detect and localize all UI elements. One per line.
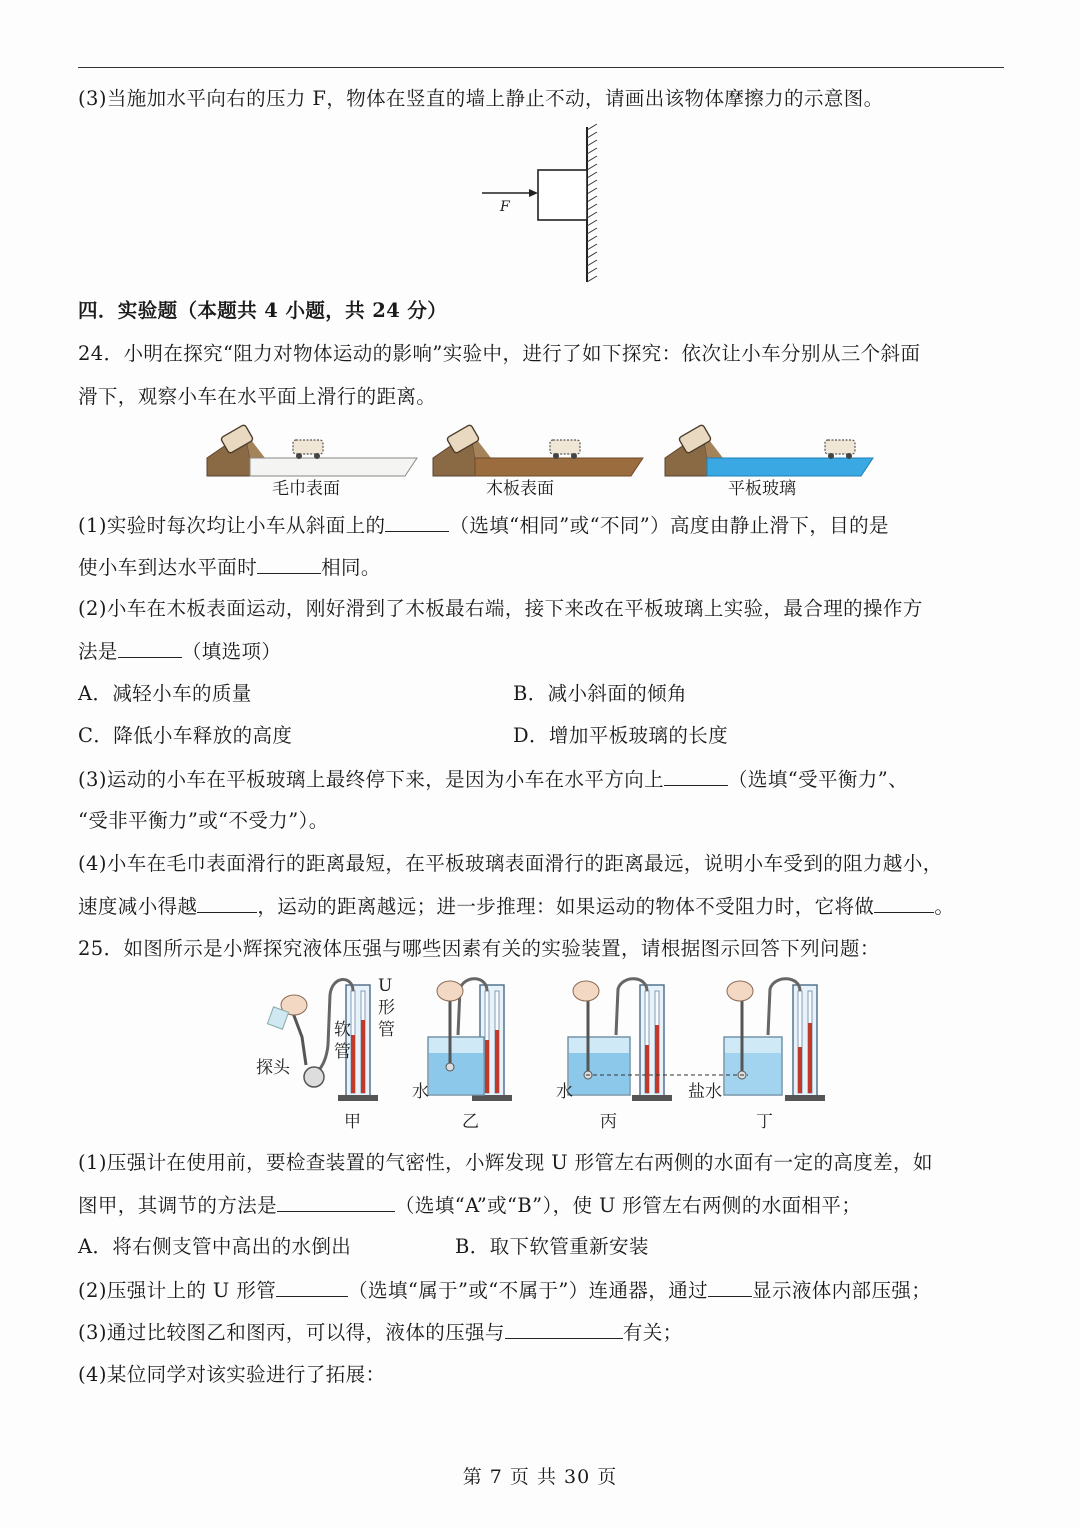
q25-pressure-figure bbox=[250, 975, 840, 1135]
answer-blank[interactable] bbox=[385, 511, 449, 532]
q24-part1-line2: 使小车到达水平面时 相同。 bbox=[78, 553, 381, 582]
page-footer: 第 7 页 共 30 页 bbox=[462, 1466, 618, 1488]
label-u: U bbox=[378, 976, 393, 996]
label-jia: 甲 bbox=[344, 1112, 361, 1132]
q25-stem: 25．如图所示是小辉探究液体压强与哪些因素有关的实验装置，请根据图示回答下列问题： bbox=[78, 937, 880, 960]
q24-option-a: A．减轻小车的质量 bbox=[78, 682, 252, 705]
q24-option-d: D．增加平板玻璃的长度 bbox=[513, 724, 729, 747]
label-water-yi: 水 bbox=[412, 1082, 429, 1102]
wood-setup bbox=[433, 424, 643, 476]
q25-part1-line1: (1)压强计在使用前，要检查装置的气密性，小辉发现 U 形管左右两侧的水面有一定的高度差，如 bbox=[78, 1151, 933, 1174]
setup-bing bbox=[568, 979, 672, 1101]
wall-force-diagram bbox=[470, 122, 610, 287]
answer-blank[interactable] bbox=[257, 553, 321, 574]
q25-part3: (3)通过比较图乙和图丙，可以得，液体的压强与 有关； bbox=[78, 1318, 683, 1347]
label-yi: 乙 bbox=[462, 1112, 479, 1132]
answer-blank[interactable] bbox=[277, 1191, 395, 1212]
label-hose-2: 管 bbox=[334, 1042, 351, 1062]
label-salt-water: 盐水 bbox=[688, 1082, 722, 1102]
block bbox=[538, 170, 587, 220]
label-bing: 丙 bbox=[600, 1112, 617, 1132]
q24-part1-line1: (1)实验时每次均让小车从斜面上的 （选填“相同”或“不同”）高度由静止滑下，目的是 bbox=[78, 511, 889, 540]
header-rule bbox=[78, 67, 1004, 68]
q24-part4-line1: (4)小车在毛巾表面滑行的距离最短，在平板玻璃表面滑行的距离最远，说明小车受到的阻力越小， bbox=[78, 852, 943, 875]
answer-blank[interactable] bbox=[664, 765, 728, 786]
label-probe: 探头 bbox=[256, 1058, 290, 1078]
caption-wood: 木板表面 bbox=[486, 479, 554, 499]
q24-incline-figure bbox=[205, 418, 875, 480]
answer-blank[interactable] bbox=[505, 1318, 623, 1339]
q24-stem-line2: 滑下，观察小车在水平面上滑行的距离。 bbox=[78, 385, 437, 408]
caption-glass: 平板玻璃 bbox=[728, 479, 796, 499]
glass-setup bbox=[665, 424, 873, 476]
q23-part3: (3)当施加水平向右的压力 F，物体在竖直的墙上静止不动，请画出该物体摩擦力的示意图。 bbox=[78, 87, 884, 110]
q25-option-b: B．取下软管重新安装 bbox=[455, 1235, 649, 1258]
q24-stem-line1: 24．小明在探究“阻力对物体运动的影响”实验中，进行了如下探究：依次让小车分别从三个斜面 bbox=[78, 342, 921, 365]
q24-option-c: C．降低小车释放的高度 bbox=[78, 724, 293, 747]
q25-option-a: A．将右侧支管中高出的水倒出 bbox=[78, 1235, 352, 1258]
q24-part3-line2: “受非平衡力”或“不受力”）。 bbox=[78, 809, 329, 832]
answer-blank[interactable] bbox=[708, 1276, 752, 1297]
q25-part2: (2)压强计上的 U 形管 （选填“属于”或“不属于”）连通器，通过 显示液体内部压强； bbox=[78, 1276, 931, 1305]
label-u-2: 形 bbox=[378, 998, 395, 1018]
q25-part4: (4)某位同学对该实验进行了拓展： bbox=[78, 1363, 386, 1386]
label-hose-1: 软 bbox=[334, 1020, 351, 1040]
caption-towel: 毛巾表面 bbox=[272, 479, 340, 499]
setup-ding bbox=[724, 979, 825, 1101]
section4-title: 四．实验题（本题共 4 小题，共 24 分） bbox=[78, 299, 448, 322]
label-water-bing: 水 bbox=[556, 1082, 573, 1102]
answer-blank[interactable] bbox=[197, 892, 257, 913]
label-u-3: 管 bbox=[378, 1020, 395, 1040]
q24-part2-line1: (2)小车在木板表面运动，刚好滑到了木板最右端，接下来改在平板玻璃上实验，最合理的操作方 bbox=[78, 597, 923, 620]
setup-yi bbox=[428, 979, 512, 1101]
setup-jia bbox=[267, 979, 378, 1101]
q24-part2-line2: 法是 （填选项） bbox=[78, 637, 281, 666]
answer-blank[interactable] bbox=[874, 892, 934, 913]
q25-part1-line2: 图甲，其调节的方法是 （选填“A”或“B”），使 U 形管左右两侧的水面相平； bbox=[78, 1191, 861, 1220]
answer-blank[interactable] bbox=[276, 1276, 348, 1297]
answer-blank[interactable] bbox=[118, 637, 182, 658]
force-label: F bbox=[500, 199, 510, 215]
towel-setup bbox=[207, 424, 417, 476]
q24-option-b: B．减小斜面的倾角 bbox=[513, 682, 687, 705]
q24-part3-line1: (3)运动的小车在平板玻璃上最终停下来，是因为小车在水平方向上 （选填“受平衡力”、 bbox=[78, 765, 908, 794]
q24-part4-line2: 速度减小得越 ，运动的距离越远；进一步推理：如果运动的物体不受阻力时，它将做 。 bbox=[78, 892, 954, 921]
label-ding: 丁 bbox=[756, 1112, 773, 1132]
